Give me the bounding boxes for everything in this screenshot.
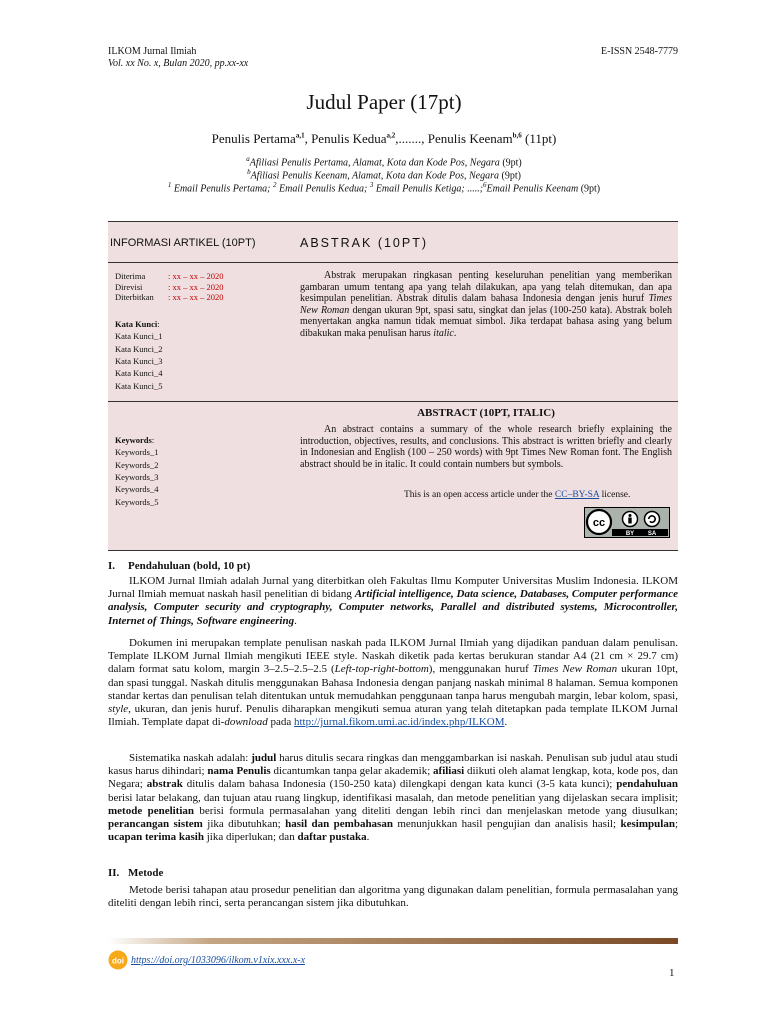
list-item: Kata Kunci_4	[115, 368, 163, 379]
list-item: Keywords_2	[115, 459, 159, 470]
bold-term: hasil dan pembahasan	[285, 817, 393, 830]
text-run: download	[224, 716, 268, 729]
text-run: .	[294, 614, 297, 627]
text-run: .	[504, 716, 508, 729]
section-number: I.	[108, 560, 116, 572]
date-row	[115, 292, 224, 303]
author-emails	[0, 181, 768, 196]
email-sup: 2	[273, 181, 277, 189]
author-sup: b,6	[512, 131, 522, 140]
author-sup: a,1	[295, 131, 305, 140]
bold-term: perancangan sistem	[108, 817, 203, 830]
license-link[interactable]: CC–BY-SA	[554, 490, 600, 500]
keywords-heading: Keywords:	[115, 435, 155, 445]
bold-term: nama Penulis	[207, 765, 271, 778]
affil-sup: a	[246, 155, 250, 163]
text-run: ILKOM Jurnal Ilmiah adalah Jurnal yang diterbitkan oleh Fakultas Ilmu Komputer Universitas Muslim Indonesia. ILKOM Jurnal Ilmiah memuat naskah hasil penelitian di bidang	[108, 575, 678, 601]
abstrak-part: Abstrak merupakan ringkasan penting keseluruhan penelitian yang memberikan gambaran umum tentang apa yang telah dilakukan, apa yang telah ditemukan, dan apa kesimpulan penelitian. Abstrak ditulis dalam bahasa Indonesia dengan jenis huruf	[300, 270, 672, 304]
text-run: pada	[270, 716, 292, 729]
article-info-box	[108, 221, 678, 551]
kata-kunci-heading: Kata Kunci:	[115, 319, 160, 329]
text-run: style	[108, 702, 129, 715]
bold-term: metode penelitian	[108, 804, 195, 817]
email-sup: 1	[167, 181, 172, 189]
list-item: Kata Kunci_1	[115, 331, 163, 342]
section-heading	[108, 560, 250, 573]
date-value: : xx – xx – 2020	[168, 271, 224, 281]
author-font-size: (11pt)	[525, 131, 557, 146]
template-link[interactable]: http://jurnal.fikom.umi.ac.id/index.php/ILKOM	[294, 716, 505, 729]
section-number: II.	[108, 867, 120, 879]
cc-by-sa-badge[interactable]	[584, 507, 670, 538]
email-text: Email Penulis Kedua;	[279, 183, 368, 195]
intro-paragraph-2	[108, 637, 678, 729]
bold-term: pendahuluan	[616, 778, 678, 791]
text-run: Dokumen ini merupakan template penulisan naskah pada ILKOM Jurnal Ilmiah yang dijadikan panduan dalam penulisan. Template ILKOM Jurnal Ilmiah mengikuti IEEE style. Naskah diketik pada kertas berukuran standar A4 (21 cm × 29.7 cm) dalam format satu kolom, margin 3–2.5–2.5–2.5 (	[108, 637, 678, 676]
text-run: ukuran 10pt, dan spasi tunggal. Naskah ditulis menggunakan Bahasa Indonesia dengan panjang naskah minimal 8 halaman. Semua komponen standar kertas dan penulisan telah ditentukan untuk memudahkan penggunaan tanpa harus mengubah margin, lebar kolom, spasi,	[108, 663, 679, 702]
text-run: dicantumkan tanpa gelar akademik;	[270, 765, 434, 778]
email-text: Email Penulis Keenam	[486, 183, 579, 195]
volume-info: Vol. xx No. x, Bulan 2020, pp.xx-xx	[108, 58, 249, 70]
abstract-text: An abstract contains a summary of the whole research briefly explaining the introduction, objectives, results, and conclusions. This abstract is written briefly and clearly in Indonesian and English (100 – 250 words) with 9pt Times New Roman font. The English abstract should be in italic. It could contain numbers but symbols.	[300, 424, 672, 470]
cc-sa-label: SA	[647, 531, 657, 537]
date-label: Diterima	[115, 271, 146, 281]
text-run: ;	[674, 817, 679, 830]
list-item: Kata Kunci_2	[115, 343, 163, 354]
license-text: This is an open access article under the	[404, 490, 553, 500]
sa-icon	[645, 512, 660, 527]
doi-link[interactable]: https://doi.org/1033096/ilkom.v1xix.xxx.x-x	[131, 955, 306, 966]
list-item: Keywords_1	[115, 447, 159, 458]
article-dates	[115, 271, 224, 303]
author-name: Penulis Kedua	[311, 131, 387, 146]
list-item: Keywords_4	[115, 484, 159, 495]
author-line: Penulis Pertama$^{a,1}$, Penulis Kedua$^{a,2}$,......., Penulis Keenam$^{b,6}$ (11pt)	[211, 131, 557, 146]
license-note	[404, 490, 630, 502]
license-text: license.	[601, 490, 631, 500]
affil-size: (9pt)	[502, 157, 522, 169]
email-size: (9pt)	[580, 183, 601, 195]
abstrak-text: Abstrak merupakan ringkasan penting keseluruhan penelitian yang memberikan gambaran umum tentang apa yang telah dilakukan, apa yang telah ditemukan, dan apa kesimpulan penelitian. Abstrak ditulis dalam bahasa Indonesia dengan jenis huruf Times New Roman dengan ukuran 9pt, spasi satu, singkat dan jelas (100-250 kata). Abstrak boleh menyertakan angka namun tidak memuat simbol. Jika terdapat bahasa asing yang belum dibakukan maka penulisan harus italic.	[300, 270, 673, 339]
email-sup: 3	[369, 181, 374, 189]
research-topics: Artificial intelligence, Data science, Databases, Computer performance analysis, Computer security and cryptography, Computer networks, Parallel and distributed systems, Microcontroller, Internet of Things, Software engineering	[108, 588, 679, 627]
date-row	[115, 282, 224, 293]
divider	[108, 401, 678, 402]
email-text: Email Penulis Ketiga; .....;	[375, 183, 484, 195]
author-sup: a,2	[386, 131, 396, 140]
date-value: : xx – xx – 2020	[168, 292, 224, 303]
text-run: Sistematika naskah adalah:	[129, 752, 252, 764]
author-name: Penulis Pertama	[211, 131, 296, 146]
section-title: Metode	[128, 867, 164, 879]
text-run: diikuti oleh alamat lengkap, kota, kode pos, dan Negara;	[108, 765, 678, 791]
text-run: , ukuran, dan jenis huruf. Penulis diharapkan mengikuti semua aturan yang telah ditetapkan pada template ILKOM Jurnal Ilmiah. Template dapat di-	[108, 702, 678, 729]
svg-text:cc: cc	[592, 517, 606, 529]
text-run: menunjukkan hasil pengujian dan analisis hasil;	[392, 817, 621, 830]
email-sup: 6	[483, 181, 487, 189]
list-item: Kata Kunci_3	[115, 355, 163, 366]
affil-text: Afiliasi Penulis Keenam, Alamat, Kota dan Kode Pos, Negara	[250, 170, 499, 182]
abstrak-font: Times New Roman	[300, 293, 673, 316]
email-text: Email Penulis Pertama;	[173, 183, 271, 195]
text-run: Times New Roman	[532, 663, 618, 676]
paper-title: Judul Paper (17pt)	[306, 90, 462, 114]
text-run: .	[366, 831, 370, 844]
page-number: 1	[669, 967, 675, 979]
date-value: : xx – xx – 2020	[168, 281, 224, 292]
list-item: Keywords_3	[115, 471, 159, 482]
journal-name: ILKOM Jurnal Ilmiah	[108, 46, 197, 57]
metode-paragraph: Metode berisi tahapan atau prosedur penelitian dan algoritma yang digunakan dalam penelitian, formula permasalahan yang diteliti dengan lebih rinci, serta perancangan sistem jika dibutuhkan.	[108, 884, 678, 910]
text-run: ), menggunakan huruf	[428, 663, 529, 676]
bold-term: daftar pustaka	[297, 831, 367, 844]
text-run: jika diperlukan; dan	[203, 831, 298, 844]
text-run: jika dibutuhkan;	[202, 817, 286, 830]
abstract-heading: ABSTRACT (10PT, ITALIC)	[417, 407, 555, 419]
intro-paragraph-1	[108, 575, 678, 628]
issn: E-ISSN 2548-7779	[601, 46, 678, 57]
affil-text: Afiliasi Penulis Pertama, Alamat, Kota dan Kode Pos, Negara	[249, 157, 500, 169]
footer-bar	[108, 938, 678, 944]
date-row	[115, 271, 224, 282]
divider	[108, 262, 678, 263]
running-header	[108, 46, 248, 70]
text-run: berisi formula permasalahan yang diteliti dengan lebih rinci dan menjelaskan metode yang diusulkan;	[194, 804, 678, 817]
list-item: Kata Kunci_5	[115, 380, 163, 391]
text-run: Left-top-right-bottom	[334, 663, 429, 676]
keywords-list	[115, 434, 158, 508]
affil-size: (9pt)	[501, 170, 521, 182]
affil-sup: b	[247, 168, 251, 176]
section-title: Pendahuluan (bold, 10 pt)	[128, 560, 251, 572]
abstrak-part: dengan ukuran 9pt, spasi satu, singkat dan jelas (100-250 kata). Abstrak boleh menyertakan angka namun tidak memuat simbol. Jika terdapat bahasa asing yang belum dibakukan maka penulisan harus	[300, 304, 672, 339]
author-name: Penulis Keenam	[427, 131, 513, 146]
info-heading: INFORMASI ARTIKEL (10PT)	[110, 237, 256, 249]
author-separator: ,.......,	[395, 131, 425, 146]
cc-by-label: BY	[625, 531, 635, 537]
kata-kunci-label: Kata Kunci	[115, 319, 158, 329]
bold-term: ucapan terima kasih	[108, 831, 204, 844]
date-label: Diterbitkan	[115, 292, 154, 303]
date-label: Direvisi	[115, 281, 143, 292]
text-run: berisi latar belakang, dan tujuan atau ruang lingkup, identifikasi masalah, dan metode penelitian yang dijelaskan secara implisit;	[108, 791, 678, 804]
doi-icon-text: doi	[112, 956, 124, 966]
keywords-label: Keywords	[115, 435, 152, 445]
abstrak-heading: ABSTRAK (10PT)	[300, 236, 429, 250]
bold-term: judul	[251, 752, 277, 764]
intro-paragraph-3	[108, 752, 678, 844]
bold-term: kesimpulan	[620, 817, 675, 830]
abstrak-italic: italic	[433, 327, 454, 339]
bold-term: abstrak	[146, 778, 183, 791]
list-item: Keywords_5	[115, 496, 159, 507]
text-run: ditulis dalam bahasa Indonesia (150-250 kata) dilengkapi dengan kata kunci (3-5 kata kunci);	[182, 778, 617, 791]
kata-kunci-list	[115, 318, 162, 392]
section-heading	[108, 867, 163, 880]
bold-term: afiliasi	[433, 765, 465, 778]
doi-icon	[108, 950, 128, 970]
text-run: harus ditulis secara ringkas dan menggambarkan isi naskah. Penulisan sub judul atau studi kasus harus dihindari;	[108, 752, 678, 778]
